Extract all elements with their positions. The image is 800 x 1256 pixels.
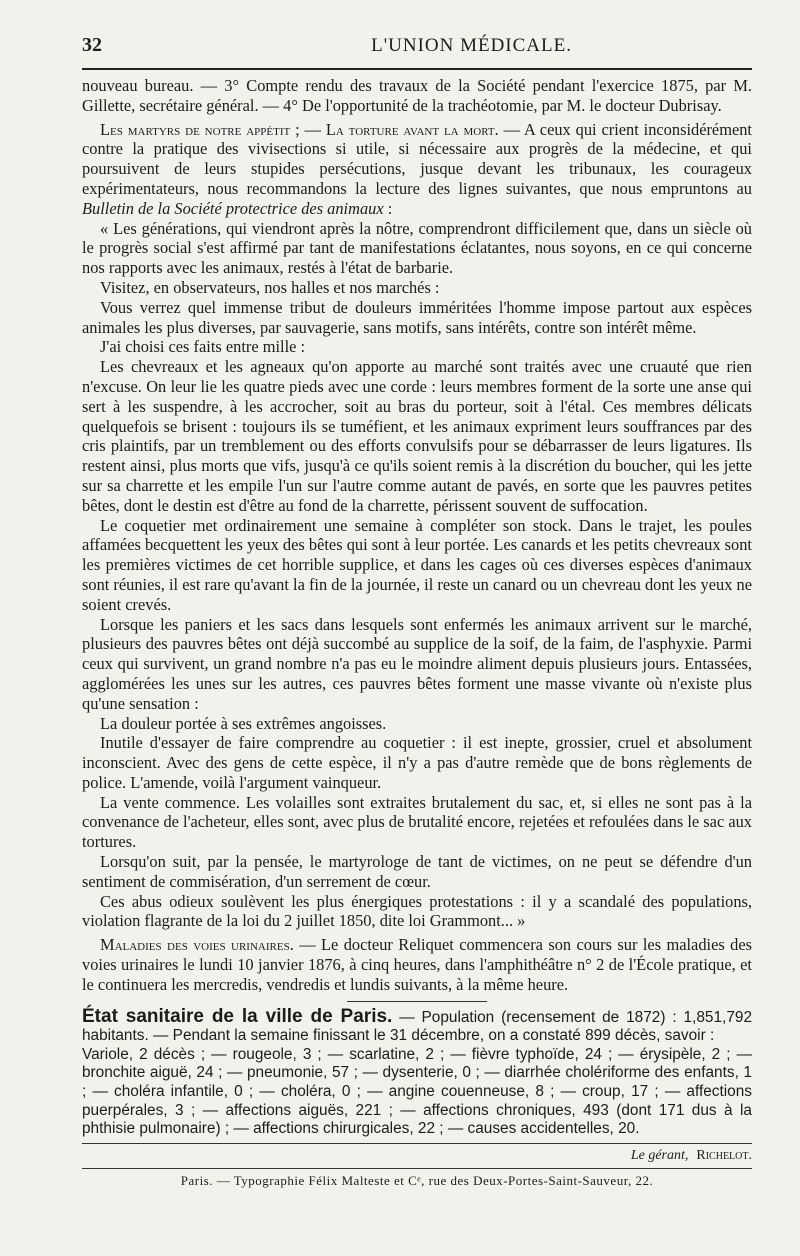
footer-rule xyxy=(82,1143,752,1144)
paragraph: Lorsqu'on suit, par la pensée, le martyrologe de tant de victimes, on ne peut se défendre d'un sentiment de commisération, d'un serrement de cœur. xyxy=(82,852,752,891)
paragraph: Vous verrez quel immense tribut de douleurs imméritées l'homme impose partout aux espèces animales les plus diverses, par sauvagerie, sans motifs, sans intérêts, contre son intérêt même. xyxy=(82,297,752,337)
paragraph: Les chevreaux et les agneaux qu'on apporte au marché sont traités avec une cruauté que rien n'excuse. On leur lie les quatre pieds avec une corde : leurs membres forment de la sorte une anse qui sert à les suspendre, à les accrocher, soit au bras du porteur, soit à l'étal. Ces membres délicats quelquefois se brisent : toujours ils se tuméfient, et les animaux expriment leurs souffrances par des cris plaintifs, par un tremblement ou des efforts convulsifs pour se débarrasser de leurs ligatures. Ils restent ainsi, plus morts que vifs, jusqu'à ce qu'ils soient remis à la discrétion du boucher, qui les jette sur sa charrette et les empile l'un sur l'autre comme autant de pavés, en sorte que les pauvres petites bêtes, dont le destin est d'être au fond de la charrette, périssent souvent de suffocation. xyxy=(82,357,752,515)
paragraph: Le coquetier met ordinairement une semaine à compléter son stock. Dans le trajet, les poules affamées becquettent les yeux des bêtes qui sont à leur portée. Les canards et les petits chevreaux sont les premières victimes de cet horrible supplice, et dans les cages où ces diverses espèces d'animaux sont réunies, il est rare qu'avant la fin de la journée, il reste un canard ou un chevreau dont les yeux ne soient crevés. xyxy=(82,515,752,614)
signature xyxy=(82,1148,752,1164)
paragraph-text: : xyxy=(383,198,393,218)
paragraph: nouveau bureau. — 3° Compte rendu des travaux de la Société pendant l'exercice 1875, par M. Gillette, secrétaire général. — 4° De l'opportunité de la trachéotomie, par M. le docteur Dubrisay. xyxy=(82,76,752,115)
paragraph: « Les générations, qui viendront après la nôtre, comprendront difficilement que, dans un siècle où le progrès social s'est affirmé par tant de manifestations éclatantes, nous soyons, en ce qui concerne nos rapports avec les animaux, restés à l'état de barbarie. xyxy=(82,218,752,278)
paragraph-maladies xyxy=(82,935,752,994)
paragraph-text: — A ceux qui crient inconsidérément contre la pratique des vivisections si utile, si nécessaire aux progrès de la médecine, et qui poursuivent de leurs stupides persécutions, jusque devant les tribunaux, les courageux expérimentateurs, nous recommandons la lecture des lignes suivantes, que nous empruntons au xyxy=(82,119,752,198)
footer-rule xyxy=(82,1168,752,1169)
paragraph: Lorsque les paniers et les sacs dans lesquels sont enfermés les animaux arrivent sur le marché, plusieurs des pauvres bêtes ont déjà succombé au supplice de la soif, de la faim, de l'asphyxie. Parmi ceux qui survivent, un grand nombre n'a pas eu le moindre aliment depuis plusieurs jours. Entassées, agglomérées les unes sur les autres, ces pauvres bêtes forment une masse vivante où n'existe plus qu'une sensation : xyxy=(82,614,752,713)
paragraph: Inutile d'essayer de faire comprendre au coquetier : il est inepte, grossier, cruel et absolument inconscient. Avec des gens de cette espèce, il n'y a pas d'autre remède que de bons règlements de police. L'amende, voilà l'argument vainqueur. xyxy=(82,733,752,792)
stats-intro xyxy=(82,1005,753,1046)
stats-title: État sanitaire de la ville de Paris. xyxy=(82,1005,393,1027)
paragraph: J'ai choisi ces faits entre mille : xyxy=(100,337,306,357)
printer-imprint: Paris. — Typographie Félix Malteste et Cᵉ, rue des Deux-Portes-Saint-Sauveur, 22. xyxy=(180,1172,654,1188)
signature-label: Le gérant, xyxy=(630,1147,689,1163)
paragraph-martyrs xyxy=(82,120,752,219)
paragraph: Ces abus odieux soulèvent les plus énergiques protestations : il y a scandalé des populations, violation flagrante de la loi du 2 juillet 1850, dite loi Grammont... » xyxy=(82,891,752,931)
stats-body: Variole, 2 décès ; — rougeole, 3 ; — scarlatine, 2 ; — fièvre typhoïde, 24 ; — érysipèle, 2 ; — bronchite aiguë, 24 ; — pneumonie, 57 ; — dysenterie, 0 ; — diarrhée cholériforme des enfants, 1 ; — choléra infantile, 0 ; — choléra, 0 ; — angine couenneuse, 8 ; — croup, 17 ; — affections puerpérales, 3 ; — affections aiguës, 221 ; — affections chroniques, 493 (dont 171 dus à la phthisie pulmonaire) ; — affections chirurgicales, 22 ; — causes accidentelles, 20. xyxy=(82,1045,752,1138)
page-header xyxy=(82,34,752,64)
stats-intro-text: — Population (recensement de 1872) : 1,851,792 habitants. — Pendant la semaine finissant le 31 décembre, on a constaté 899 décès, savoir : xyxy=(82,1008,753,1045)
signature-name: Richelot. xyxy=(696,1147,752,1163)
paragraph: La douleur portée à ses extrêmes angoisses. xyxy=(100,713,387,733)
publication-title: Bulletin de la Société protectrice des animaux xyxy=(82,198,384,218)
section-heading: Les martyrs de notre appétit ; — La torture avant la mort. xyxy=(100,119,499,139)
page-number: 32 xyxy=(82,34,102,56)
section-divider xyxy=(347,1001,487,1002)
running-title: L'UNION MÉDICALE. xyxy=(371,35,572,56)
section-heading: Maladies des voies urinaires. xyxy=(100,935,294,955)
paragraph: Visitez, en observateurs, nos halles et nos marchés : xyxy=(100,277,440,297)
paragraph-text: — Le docteur Reliquet commencera son cours sur les maladies des voies urinaires le lundi 10 janvier 1876, à cinq heures, dans l'amphithéâtre n° 2 de l'École pratique, et le continuera les mercredis, vendredis et lundis suivants, à la même heure. xyxy=(82,935,752,994)
paragraph: La vente commence. Les volailles sont extraites brutalement du sac, et, si elles ne sont pas à la convenance de l'acheteur, elles sont, avec plus de brutalité encore, rejetées et refoulées dans le sac aux tortures. xyxy=(82,792,752,852)
header-rule xyxy=(82,68,752,70)
